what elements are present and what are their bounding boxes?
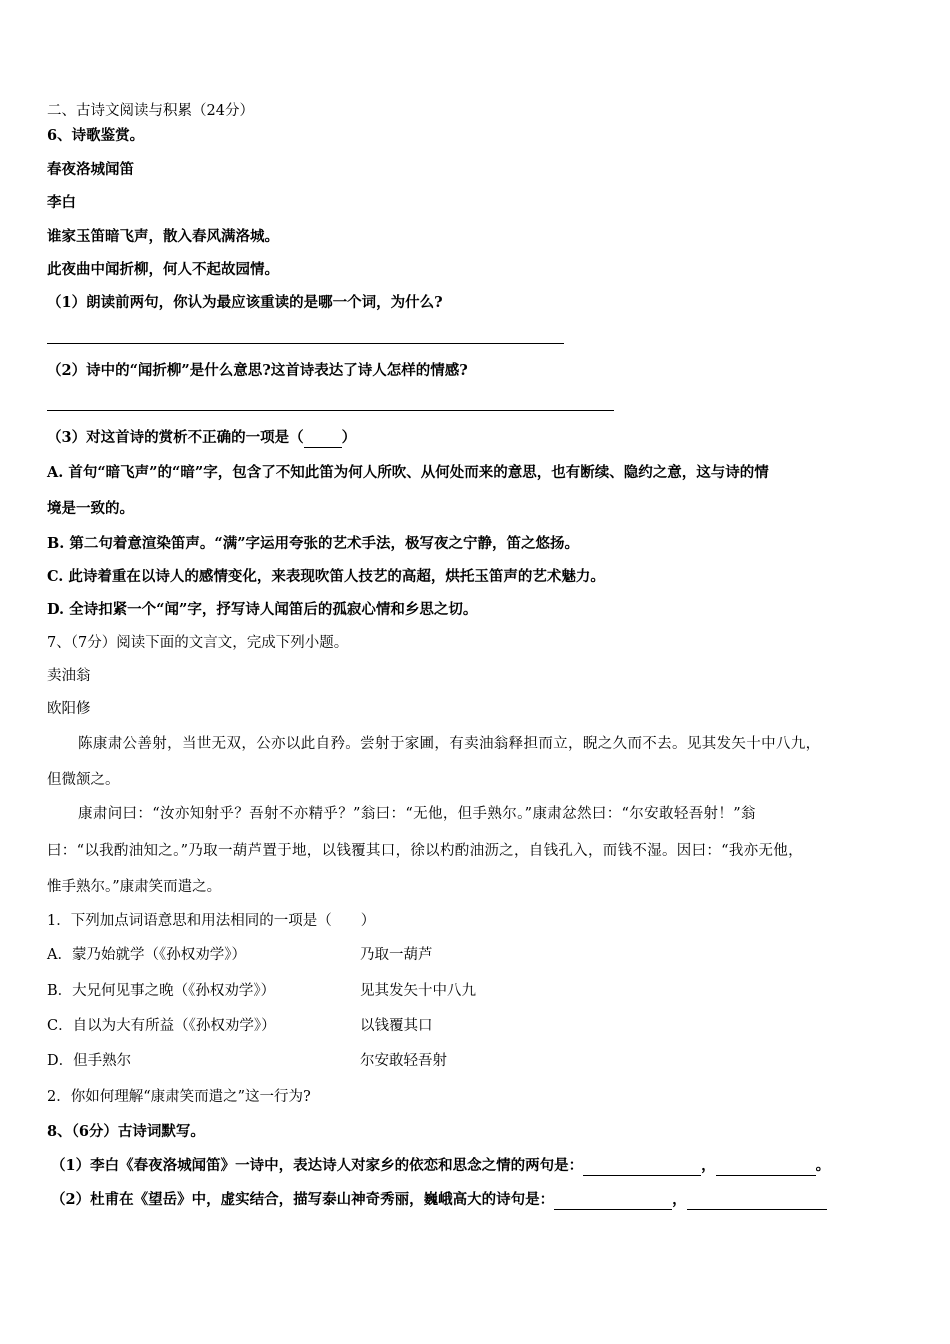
poem-title: 春夜洛城闻笛 xyxy=(47,161,134,178)
poem-line-1: 谁家玉笛暗飞声，散入春风满洛城。 xyxy=(47,228,279,245)
text-author: 欧阳修 xyxy=(47,701,91,717)
option-left: C．自以为大有所益（《孙权劝学》） xyxy=(47,1018,276,1034)
q8-sub2-blank-2 xyxy=(687,1193,827,1210)
q6-heading: 6、诗歌鉴赏。 xyxy=(47,127,145,144)
q6-sub3 xyxy=(47,428,356,448)
q7-qq2: 2．你如何理解“康肃笑而遣之”这一行为? xyxy=(47,1089,311,1105)
q8-sub2-prefix: （2）杜甫在《望岳》中，虚实结合，描写泰山神奇秀丽，巍峨高大的诗句是： xyxy=(51,1191,555,1208)
poem-author: 李白 xyxy=(47,194,76,211)
text-p2-line3: 惟手熟尔。”康肃笑而遣之。 xyxy=(47,879,222,895)
q8-sub1-sep: ， xyxy=(701,1157,716,1174)
text-p1-line2: 但微颔之。 xyxy=(47,772,120,788)
q6-option-a-line1: A. 首句“暗飞声”的“暗”字，包含了不知此笛为何人所吹、从何处而来的意思，也有断续、隐约之意，这与诗的情 xyxy=(47,464,769,481)
q6-sub3-blank xyxy=(304,431,342,448)
section-title: 二、古诗文阅读与积累（24分） xyxy=(47,103,254,119)
q6-sub2: （2）诗中的“闻折柳”是什么意思?这首诗表达了诗人怎样的情感? xyxy=(47,362,468,379)
option-left: B．大兄何见事之晚（《孙权劝学》） xyxy=(47,983,276,999)
q8-sub1-blank-1 xyxy=(583,1159,701,1176)
q6-option-a-line2: 境是一致的。 xyxy=(47,500,134,517)
q6-sub1: （1）朗读前两句，你认为最应该重读的是哪一个词，为什么? xyxy=(47,294,443,311)
q7-heading: 7、（7分）阅读下面的文言文，完成下列小题。 xyxy=(47,635,349,651)
q6-sub3-suffix: ） xyxy=(341,429,357,446)
q7-qq1: 1．下列加点词语意思和用法相同的一项是（ ） xyxy=(47,913,376,929)
q6-option-d: D. 全诗扣紧一个“闻”字，抒写诗人闻笛后的孤寂心情和乡思之切。 xyxy=(47,601,478,618)
option-left: D．但手熟尔 xyxy=(47,1053,132,1069)
answer-line-1 xyxy=(47,343,564,344)
poem-line-2: 此夜曲中闻折柳，何人不起故园情。 xyxy=(47,261,279,278)
q8-sub1-blank-2 xyxy=(716,1159,816,1176)
q8-heading: 8、（6分）古诗词默写。 xyxy=(47,1123,205,1140)
q6-sub3-prefix: （3）对这首诗的赏析不正确的一项是（ xyxy=(47,429,304,446)
q8-sub1 xyxy=(51,1156,830,1176)
text-p1-line1: 陈康肃公善射，当世无双，公亦以此自矜。尝射于家圃，有卖油翁释担而立，睨之久而不去。见其发矢十中八九， xyxy=(78,736,821,752)
q6-option-c: C. 此诗着重在以诗人的感情变化，来表现吹笛人技艺的高超，烘托玉笛声的艺术魅力。 xyxy=(47,568,605,585)
option-right: 乃取一葫芦 xyxy=(360,947,433,963)
option-right: 以钱覆其口 xyxy=(360,1018,433,1034)
q8-sub2-blank-1 xyxy=(554,1193,672,1210)
text-title: 卖油翁 xyxy=(47,668,91,684)
q6-option-b: B. 第二句着意渲染笛声。“满”字运用夸张的艺术手法，极写夜之宁静，笛之悠扬。 xyxy=(47,535,580,552)
option-right: 尔安敢轻吾射 xyxy=(360,1053,447,1069)
option-left: A．蒙乃始就学（《孙权劝学》） xyxy=(47,947,246,963)
q8-sub2 xyxy=(51,1190,827,1210)
q8-sub1-prefix: （1）李白《春夜洛城闻笛》一诗中，表达诗人对家乡的依恋和思念之情的两句是： xyxy=(51,1157,584,1174)
option-right: 见其发矢十中八九 xyxy=(360,983,476,999)
q8-sub1-end: 。 xyxy=(815,1157,831,1174)
answer-line-2 xyxy=(47,410,614,411)
q8-sub2-sep: ， xyxy=(672,1191,687,1208)
text-p2-line1: 康肃问曰：“汝亦知射乎？吾射不亦精乎？”翁曰：“无他，但手熟尔。”康肃忿然曰：“尔安敢轻吾射！”翁 xyxy=(78,806,756,822)
text-p2-line2: 曰：“以我酌油知之。”乃取一葫芦置于地，以钱覆其口，徐以杓酌油沥之，自钱孔入，而钱不湿。因曰：“我亦无他， xyxy=(47,843,803,859)
